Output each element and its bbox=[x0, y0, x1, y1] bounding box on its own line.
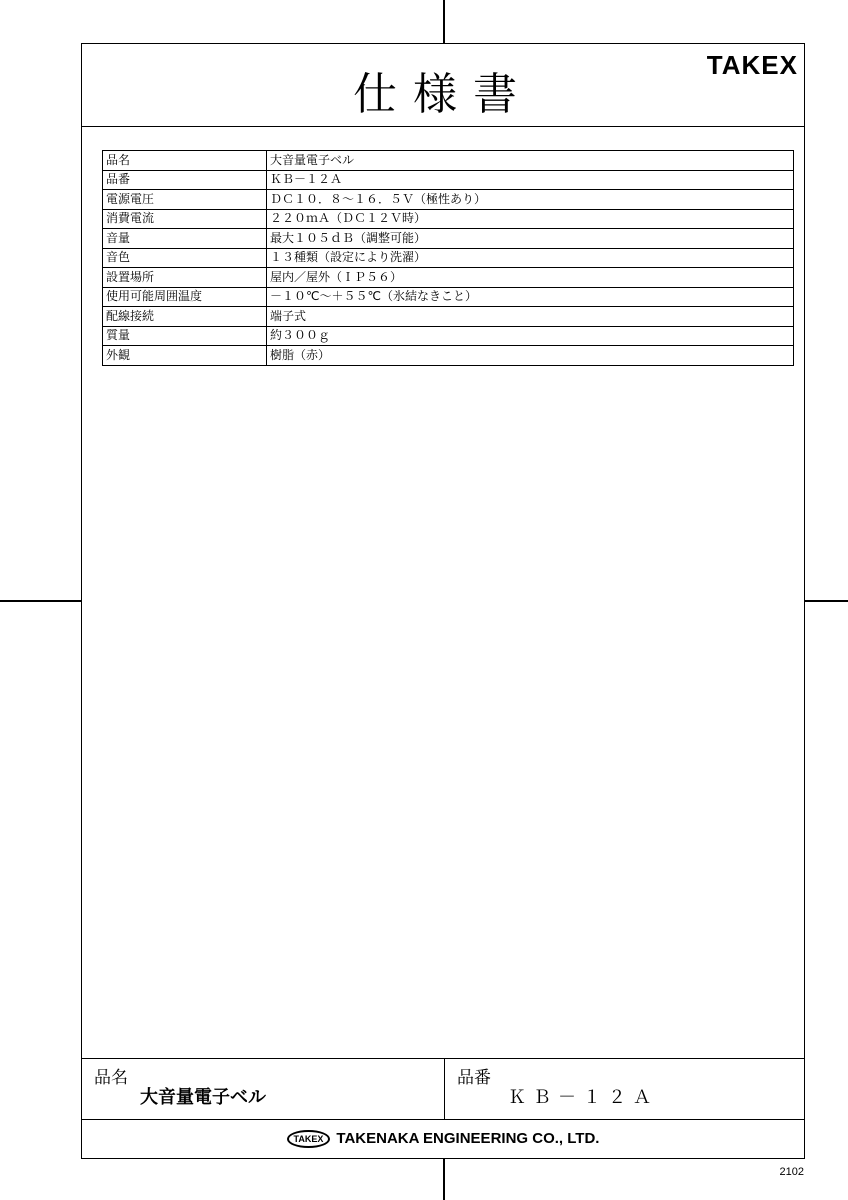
spec-value: 大音量電子ベル bbox=[267, 151, 794, 171]
spec-value: １３種類（設定により洗濯） bbox=[267, 248, 794, 268]
spec-value: 最大１０５ｄＢ（調整可能） bbox=[267, 229, 794, 249]
spec-value: 約３００ｇ bbox=[267, 326, 794, 346]
spec-table bbox=[102, 150, 794, 366]
product-number-cell bbox=[445, 1059, 804, 1119]
title-block bbox=[82, 1058, 804, 1158]
brand-logo: TAKEX bbox=[706, 50, 798, 80]
spec-value: 屋内／屋外（ＩＰ５６） bbox=[267, 268, 794, 288]
spec-row bbox=[103, 190, 794, 210]
spec-row bbox=[103, 229, 794, 249]
document-frame bbox=[81, 43, 805, 1159]
spec-value: 端子式 bbox=[267, 307, 794, 327]
spec-value: －１０℃～＋５５℃（氷結なきこと） bbox=[267, 287, 794, 307]
spec-row bbox=[103, 248, 794, 268]
product-name-label: 品名 bbox=[94, 1068, 128, 1088]
spec-label: 設置場所 bbox=[103, 268, 267, 288]
product-name-cell bbox=[82, 1059, 445, 1119]
company-logo: TAKEX bbox=[287, 1130, 331, 1148]
spec-label: 品名 bbox=[103, 151, 267, 171]
company-name: TAKENAKA ENGINEERING CO., LTD. bbox=[336, 1130, 600, 1147]
spec-label: 配線接続 bbox=[103, 307, 267, 327]
crop-mark-left bbox=[0, 600, 81, 602]
spec-row bbox=[103, 346, 794, 366]
spec-label: 音色 bbox=[103, 248, 267, 268]
product-number-value: ＫＢ－１２Ａ bbox=[508, 1087, 658, 1108]
company-line bbox=[82, 1130, 804, 1148]
spec-label: 音量 bbox=[103, 229, 267, 249]
product-number-label: 品番 bbox=[457, 1068, 491, 1088]
spec-label: 質量 bbox=[103, 326, 267, 346]
spec-row bbox=[103, 307, 794, 327]
spec-label: 消費電流 bbox=[103, 209, 267, 229]
spec-label: 使用可能周囲温度 bbox=[103, 287, 267, 307]
spec-value: ＤＣ１０．８～１６．５Ｖ（極性あり） bbox=[267, 190, 794, 210]
spec-row bbox=[103, 170, 794, 190]
crop-mark-top bbox=[443, 0, 445, 43]
spec-row bbox=[103, 209, 794, 229]
spec-row bbox=[103, 151, 794, 171]
spec-row bbox=[103, 287, 794, 307]
document-number: 2102 bbox=[779, 1166, 804, 1178]
spec-value: ＫＢ－１２Ａ bbox=[267, 170, 794, 190]
spec-label: 電源電圧 bbox=[103, 190, 267, 210]
spec-value: ２２０ｍＡ（ＤＣ１２Ｖ時） bbox=[267, 209, 794, 229]
header bbox=[82, 44, 804, 127]
page-title: 仕様書 bbox=[353, 69, 533, 120]
product-name-value: 大音量電子ベル bbox=[140, 1087, 266, 1108]
spec-row bbox=[103, 326, 794, 346]
crop-mark-right bbox=[805, 600, 848, 602]
product-info-row bbox=[82, 1058, 804, 1120]
crop-mark-bottom bbox=[443, 1159, 445, 1200]
spec-row bbox=[103, 268, 794, 288]
spec-label: 品番 bbox=[103, 170, 267, 190]
spec-label: 外観 bbox=[103, 346, 267, 366]
spec-value: 樹脂（赤） bbox=[267, 346, 794, 366]
